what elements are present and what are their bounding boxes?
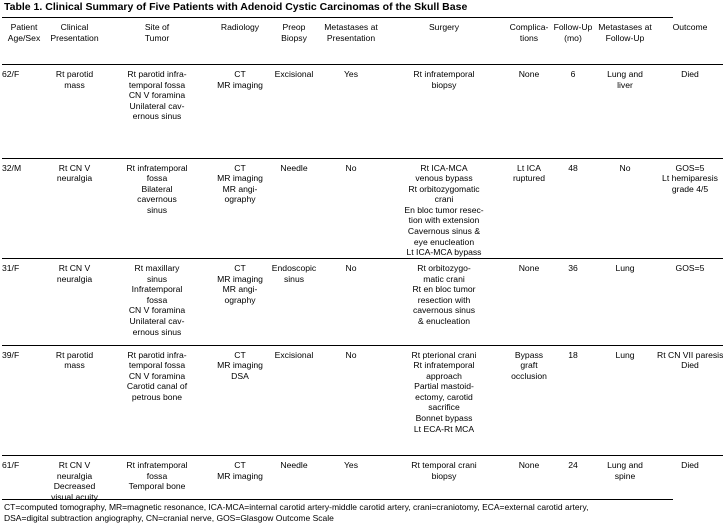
- cell-line: resection with: [417, 294, 471, 305]
- table-cell: [553, 65, 593, 158]
- column-header-line: Tumor: [144, 32, 170, 43]
- cell-line: DSA: [231, 370, 249, 381]
- table-cell: [319, 159, 383, 259]
- column-header: [657, 22, 723, 65]
- column-header-line: Complica-: [509, 22, 549, 32]
- table-cell: [383, 259, 505, 345]
- cell-line: CT: [234, 263, 246, 273]
- column-header-line: tions: [519, 32, 539, 43]
- cell-line: Rt parotid infra-: [127, 69, 187, 79]
- cell-line: 6: [570, 69, 576, 79]
- cell-line: 24: [568, 460, 578, 470]
- cell-line: Rt CN V: [58, 263, 91, 273]
- cell-line: ruptured: [512, 173, 545, 184]
- cell-line: approach: [426, 370, 462, 381]
- column-header: [505, 22, 553, 65]
- column-header-line: Patient: [10, 22, 38, 32]
- cell-line: None: [518, 460, 540, 470]
- cell-line: 18: [568, 349, 578, 360]
- footnote-line: CT=computed tomography, MR=magnetic resonance, ICA-MCA=internal carotid artery-middle carotid artery, crani=craniotomy, ECA=external carotid artery,: [4, 502, 589, 512]
- cell-line: neuralgia: [56, 470, 93, 481]
- cell-line: No: [619, 162, 631, 173]
- table-cell: [383, 346, 505, 456]
- column-header: [553, 22, 593, 65]
- cell-line: Rt parotid: [55, 349, 94, 360]
- cell-line: No: [345, 263, 357, 273]
- cell-line: Yes: [343, 460, 359, 470]
- cell-line: biopsy: [431, 470, 457, 481]
- table-cell: [319, 65, 383, 158]
- table-cell: [103, 259, 211, 345]
- cell-line: Unilateral cav-: [129, 315, 185, 326]
- cell-line: Lt ICA-MCA bypass: [406, 247, 482, 258]
- table-cell: [269, 65, 319, 158]
- cell-line: CN V foramina: [128, 90, 186, 101]
- cell-line: Rt orbitozygomatic: [408, 183, 480, 194]
- cell-line: CT: [234, 349, 246, 360]
- cell-line: Lung: [615, 349, 635, 360]
- column-header-line: Surgery: [428, 22, 460, 32]
- cell-line: GOS=5: [675, 263, 705, 273]
- table-cell: [46, 346, 103, 456]
- table-cell: [2, 259, 46, 345]
- cell-line: Needle: [280, 162, 308, 173]
- cell-line: 31/F: [2, 263, 20, 273]
- table-cell: [269, 259, 319, 345]
- cell-line: cavernous: [137, 194, 177, 205]
- footnote: [4, 502, 672, 523]
- cell-line: 39/F: [2, 349, 20, 360]
- table-row: [2, 159, 723, 259]
- cell-line: fossa: [146, 173, 168, 184]
- cell-line: Rt infratemporal: [126, 460, 188, 470]
- table-cell: [46, 259, 103, 345]
- cell-line: Cavernous sinus &: [407, 226, 481, 237]
- column-header: [269, 22, 319, 65]
- cell-line: neuralgia: [56, 173, 93, 184]
- cell-line: No: [345, 162, 357, 173]
- cell-line: None: [518, 69, 540, 79]
- table-cell: [211, 259, 269, 345]
- cell-line: Died: [681, 69, 699, 79]
- cell-line: mass: [64, 79, 85, 90]
- column-header-line: Site of: [144, 22, 170, 32]
- table-cell: [657, 159, 723, 259]
- table-cell: [505, 346, 553, 456]
- column-header-line: Preop: [282, 22, 306, 32]
- cell-line: MR imaging: [217, 273, 263, 284]
- cell-line: Lung and: [607, 69, 643, 79]
- table-cell: [657, 259, 723, 345]
- column-header-line: Follow-Up: [553, 22, 593, 32]
- cell-line: Rt parotid infra-: [127, 349, 187, 360]
- cell-line: ernous sinus: [132, 326, 182, 337]
- cell-line: MR imaging: [217, 470, 263, 481]
- table-cell: [383, 65, 505, 158]
- cell-line: Died: [681, 360, 699, 371]
- table-cell: [269, 159, 319, 259]
- table-cell: [211, 65, 269, 158]
- column-header: [211, 22, 269, 65]
- cell-line: 62/F: [2, 69, 20, 79]
- cell-line: Unilateral cav-: [129, 100, 185, 111]
- cell-line: Needle: [280, 460, 308, 470]
- table-cell: [657, 65, 723, 158]
- cell-line: Decreased: [53, 481, 96, 492]
- cell-line: Died: [681, 460, 699, 470]
- table-cell: [269, 346, 319, 456]
- cell-line: Lt ICA: [517, 162, 541, 173]
- cell-line: Endoscopic: [271, 263, 317, 273]
- cell-line: Temporal bone: [128, 481, 186, 492]
- table-cell: [593, 259, 657, 345]
- cell-line: fossa: [146, 294, 168, 305]
- cell-line: Rt CN VII paresis: [657, 349, 723, 360]
- table-cell: [505, 159, 553, 259]
- column-header: [319, 22, 383, 65]
- cell-line: cavernous sinus: [412, 305, 476, 316]
- column-header-line: Clinical: [60, 22, 89, 32]
- table-cell: [553, 259, 593, 345]
- table-cell: [505, 259, 553, 345]
- cell-line: Partial mastoid-: [414, 381, 474, 392]
- table-cell: [46, 65, 103, 158]
- table-cell: [103, 65, 211, 158]
- table-cell: [46, 159, 103, 259]
- cell-line: 32/M: [2, 162, 22, 173]
- table-cell: [2, 346, 46, 456]
- table-row: [2, 259, 723, 345]
- footnote-line: DSA=digital subtraction angiography, CN=cranial nerve, GOS=Glasgow Outcome Scale: [4, 512, 334, 523]
- cell-line: eye enucleation: [413, 236, 475, 247]
- column-header: [46, 22, 103, 65]
- cell-line: Lt ECA-Rt MCA: [413, 423, 475, 434]
- cell-line: sinus: [283, 273, 305, 284]
- cell-line: Excisional: [274, 69, 314, 79]
- cell-line: tion with extension: [408, 215, 480, 226]
- cell-line: En bloc tumor resec-: [404, 204, 484, 215]
- column-header-line: Follow-Up: [605, 32, 645, 43]
- cell-line: Rt maxillary: [134, 263, 180, 273]
- cell-line: Rt CN V: [58, 460, 91, 470]
- cell-line: ectomy, carotid: [415, 391, 473, 402]
- table-cell: [319, 346, 383, 456]
- cell-line: MR imaging: [217, 360, 263, 371]
- table-cell: [593, 159, 657, 259]
- column-header: [103, 22, 211, 65]
- clinical-summary-table: [2, 22, 723, 518]
- table-cell: [103, 159, 211, 259]
- cell-line: None: [518, 263, 540, 273]
- cell-line: Rt pterional crani: [411, 349, 477, 360]
- cell-line: 36: [568, 263, 578, 273]
- cell-line: CN V foramina: [128, 370, 186, 381]
- cell-line: biopsy: [431, 79, 457, 90]
- cell-line: GOS=5: [675, 162, 705, 173]
- column-header-line: Biopsy: [281, 32, 307, 43]
- cell-line: grade 4/5: [671, 183, 709, 194]
- table-cell: [553, 346, 593, 456]
- table-row: [2, 65, 723, 158]
- table-cell: [319, 259, 383, 345]
- column-header-line: Radiology: [220, 22, 260, 32]
- column-header: [593, 22, 657, 65]
- cell-line: CT: [234, 69, 246, 79]
- cell-line: Rt infratemporal: [126, 162, 188, 173]
- cell-line: ography: [224, 294, 256, 305]
- cell-line: Rt ICA-MCA: [420, 162, 468, 173]
- cell-line: MR imaging: [217, 173, 263, 184]
- cell-line: & enucleation: [417, 315, 471, 326]
- cell-line: Rt infratemporal: [413, 360, 475, 371]
- column-header-line: Outcome: [672, 22, 708, 32]
- cell-line: Excisional: [274, 349, 314, 360]
- cell-line: CN V foramina: [128, 305, 186, 316]
- cell-line: Bilateral: [141, 183, 173, 194]
- table-cell: [657, 346, 723, 456]
- cell-line: occlusion: [511, 370, 547, 381]
- cell-line: spine: [614, 470, 636, 481]
- cell-line: Rt en bloc tumor: [412, 284, 476, 295]
- cell-line: Infratemporal: [131, 284, 183, 295]
- cell-line: MR angi-: [222, 183, 258, 194]
- cell-line: Lung and: [607, 460, 643, 470]
- cell-line: CT: [234, 460, 246, 470]
- cell-line: venous bypass: [415, 173, 473, 184]
- top-rule: [2, 17, 673, 18]
- table-cell: [211, 159, 269, 259]
- column-header-line: Age/Sex: [7, 32, 41, 43]
- cell-line: Carotid canal of: [126, 381, 188, 392]
- column-header-line: Presentation: [326, 32, 376, 43]
- cell-line: Rt infratemporal: [413, 69, 475, 79]
- cell-line: Yes: [343, 69, 359, 79]
- cell-line: Bypass: [514, 349, 544, 360]
- cell-line: Rt parotid: [55, 69, 94, 79]
- cell-line: 61/F: [2, 460, 20, 470]
- table-cell: [211, 346, 269, 456]
- table-cell: [553, 159, 593, 259]
- cell-line: crani: [434, 194, 454, 205]
- table-cell: [593, 346, 657, 456]
- cell-line: MR angi-: [222, 284, 258, 295]
- cell-line: visual acuity: [51, 491, 98, 502]
- cell-line: sacrifice: [428, 402, 460, 413]
- cell-line: liver: [617, 79, 633, 90]
- header-row: [2, 22, 723, 65]
- table-cell: [2, 159, 46, 259]
- table-cell: [505, 65, 553, 158]
- cell-line: graft: [520, 360, 538, 371]
- cell-line: sinus: [146, 204, 168, 215]
- table-cell: [383, 159, 505, 259]
- column-header-line: (mo): [564, 32, 582, 43]
- cell-line: CT: [234, 162, 246, 173]
- table-cell: [103, 346, 211, 456]
- cell-line: neuralgia: [56, 273, 93, 284]
- cell-line: 48: [568, 162, 578, 173]
- column-header-line: Metastases at: [598, 22, 652, 32]
- table-title: Table 1. Clinical Summary of Five Patients with Adenoid Cystic Carcinomas of the Skull Base: [4, 1, 468, 13]
- cell-line: ography: [224, 194, 256, 205]
- cell-line: sinus: [146, 273, 168, 284]
- table-row: [2, 346, 723, 456]
- cell-line: Rt CN V: [58, 162, 91, 173]
- column-header-line: Presentation: [50, 32, 99, 43]
- cell-line: Bonnet bypass: [415, 413, 473, 424]
- column-header: [383, 22, 505, 65]
- cell-line: mass: [64, 360, 85, 371]
- cell-line: fossa: [146, 470, 168, 481]
- cell-line: matic crani: [423, 273, 465, 284]
- cell-line: MR imaging: [217, 79, 263, 90]
- cell-line: petrous bone: [131, 391, 183, 402]
- cell-line: Rt temporal crani: [411, 460, 477, 470]
- cell-line: temporal fossa: [128, 79, 186, 90]
- table-cell: [593, 65, 657, 158]
- bottom-rule: [2, 499, 673, 500]
- cell-line: Lung: [615, 263, 635, 273]
- column-header-line: Metastases at: [324, 22, 378, 32]
- table-cell: [2, 65, 46, 158]
- cell-line: Lt hemiparesis: [662, 173, 718, 184]
- column-header: [2, 22, 46, 65]
- cell-line: ernous sinus: [132, 111, 182, 122]
- cell-line: No: [345, 349, 357, 360]
- cell-line: Rt orbitozygo-: [417, 263, 471, 273]
- cell-line: temporal fossa: [128, 360, 186, 371]
